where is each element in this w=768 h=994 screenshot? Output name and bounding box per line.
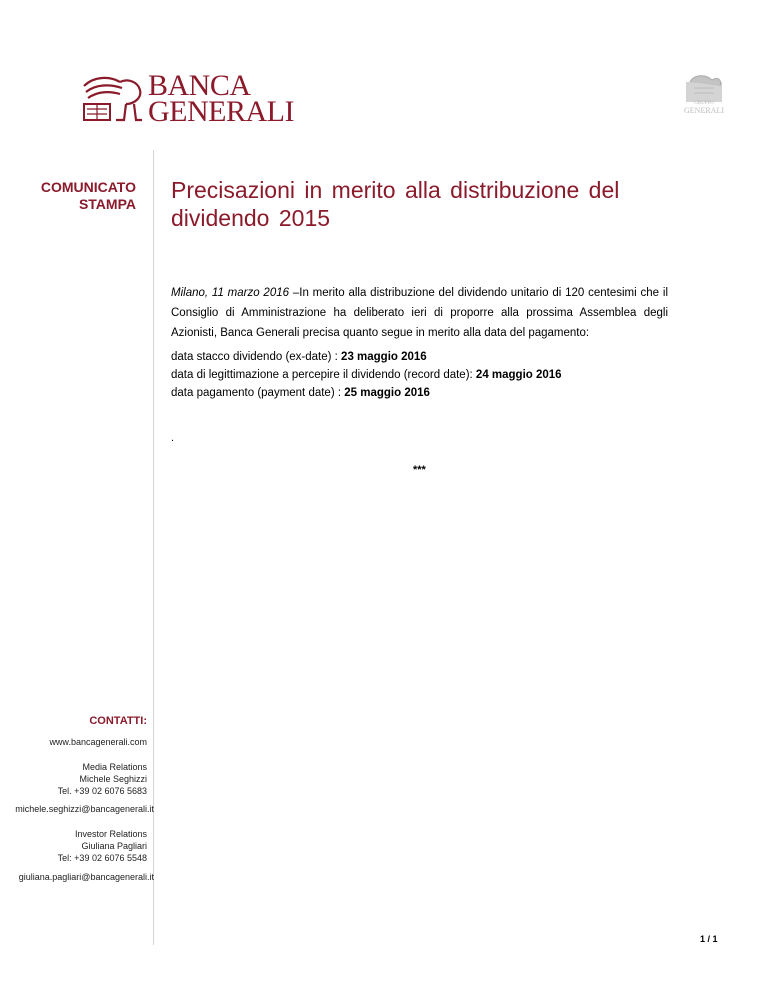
media-phone: Tel. +39 02 6076 5683 <box>57 786 147 796</box>
media-role: Media Relations <box>82 762 147 772</box>
dividend-dates-list <box>171 348 562 402</box>
body-paragraph <box>171 283 668 343</box>
date-row-record-date <box>171 366 562 384</box>
lion-icon <box>684 74 724 102</box>
group-logo-label-main: GENERALI <box>684 106 724 115</box>
investor-role: Investor Relations <box>74 829 147 839</box>
date-row-payment-date <box>171 384 562 402</box>
body-text: –In merito alla distribuzione del dividendo unitario di 120 centesimi che il Consiglio di Amministrazione ha deliberato ieri di proporre alla prossima Assemblea degli Azionisti, Banca Generali precisa quanto segue in merito alla data del pagamento: <box>171 287 668 339</box>
press-release-heading <box>41 179 136 213</box>
page-number: 1 / 1 <box>700 934 718 944</box>
logo-text-generali: GENERALI <box>148 95 294 128</box>
title-line2: dividendo 2015 <box>171 205 331 231</box>
contacts-heading: CONTATTI: <box>89 715 147 727</box>
page-title <box>171 176 671 232</box>
dateline: Milano, 11 marzo 2016 <box>171 287 290 299</box>
media-relations-block <box>58 761 147 797</box>
stray-dot: . <box>171 432 175 444</box>
investor-email-link[interactable]: giuliana.pagliari@bancagenerali.it <box>18 872 154 882</box>
banca-generali-logo <box>80 69 294 130</box>
column-divider <box>153 150 154 945</box>
investor-phone: Tel: +39 02 6076 5548 <box>57 853 147 863</box>
date-value: 23 maggio 2016 <box>341 351 427 363</box>
investor-relations-block <box>58 828 147 864</box>
date-value: 25 maggio 2016 <box>344 387 430 399</box>
heading-line2: STAMPA <box>78 196 136 212</box>
date-label: data di legittimazione a percepire il dividendo (record date): <box>171 369 476 381</box>
group-logo-label-small: GRUPPO <box>694 101 714 106</box>
heading-line1: COMUNICATO <box>40 179 136 195</box>
date-label: data stacco dividendo (ex-date) : <box>171 351 342 363</box>
media-name: Michele Seghizzi <box>79 774 147 784</box>
media-email-link[interactable]: michele.seghizzi@bancagenerali.it <box>15 804 154 814</box>
website-link[interactable]: www.bancagenerali.com <box>49 737 147 747</box>
investor-name: Giuliana Pagliari <box>81 841 147 851</box>
title-line1: Precisazioni in merito alla distribuzione del <box>171 177 620 203</box>
section-separator: *** <box>413 464 426 476</box>
gruppo-generali-logo <box>684 74 724 118</box>
logo-text-banca: BANCA <box>148 69 251 102</box>
date-row-ex-date <box>171 348 562 366</box>
date-label: data pagamento (payment date) : <box>171 387 345 399</box>
winged-lion-icon <box>80 74 144 126</box>
date-value: 24 maggio 2016 <box>475 369 562 381</box>
